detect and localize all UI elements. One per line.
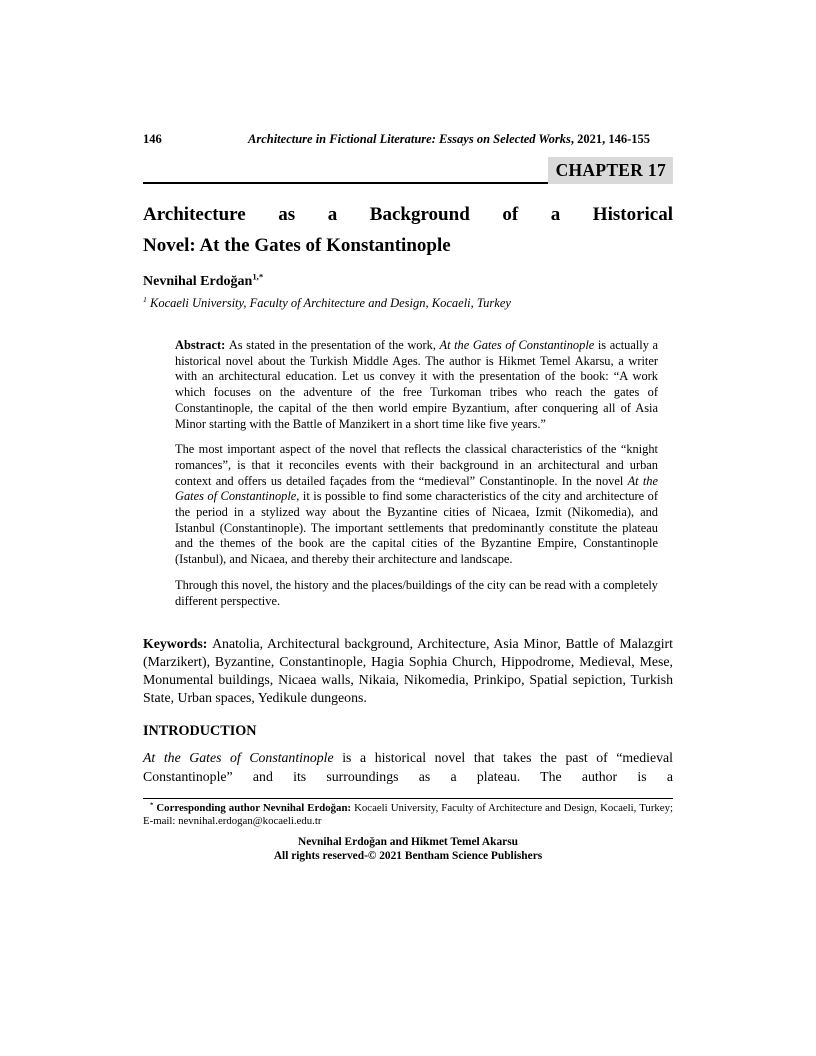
article-title-line-1: Architecture as a Background of a Historical [143,204,673,225]
page-header [143,132,673,147]
article-title-line-2: Novel: At the Gates of Konstantinople [143,235,451,256]
abstract-paragraph-1: Abstract: As stated in the presentation of the work, At the Gates of Constantinople is actually a historical novel about the Turkish Middle Ages. The author is Hikmet Temel Akarsu, a writer with an architectural education. Let us convey it with the presentation of the book: “A work which focuses on the adventure of the free Turkoman tribes who reach the gates of Constantinople, the capital of the then world empire Byzantium, after conquering all of Asia Minor starting with the Battle of Manzikert in a short time like five years.” [175,338,658,431]
affiliation: $^1$ Kocaeli University, Faculty of Architecture and Design, Kocaeli, Turkey [143,294,511,310]
footer-rights-statement: All rights reserved-© 2021 Bentham Science Publishers [273,850,543,863]
page-number: 146 [143,132,162,146]
abstract-paragraph-3: Through this novel, the history and the places/buildings of the city can be read with a completely different perspective. [175,577,658,608]
introduction-paragraph: At the Gates of Constantinople is a historical novel that takes the past of “medieval Constantinople” and its surroundings as a plateau. The author is a [143,750,673,784]
abstract [175,338,658,609]
author-name: Nevnihal Erdoğan$^{1,*}$ [143,271,264,289]
running-title: Architecture in Fictional Literature: Essays on Selected Works, 2021, 146-155 [248,132,650,146]
keywords: Keywords: Anatolia, Architectural background, Architecture, Asia Minor, Battle of Malazgirt (Marzikert), Byzantine, Constantinople, Hagia Sophia Church, Hippodrome, Medieval, Mese, Monumental buildings, Nicaea walls, Nikaia, Nikomedia, Prinkipo, Spatial sepiction, Turkish State, Urban spaces, Yedikule dungeons. [143,636,673,706]
page-footer [143,835,673,864]
footer-copyright-holders: Nevnihal Erdoğan and Hikmet Temel Akarsu [298,835,518,848]
article-title [143,199,673,261]
footnote-rule [143,798,673,799]
page-content [143,0,673,864]
footnote-corresponding-author: * Corresponding author Nevnihal Erdoğan: Kocaeli University, Faculty of Architecture and Design, Kocaeli, Turkey; E-mail: nevnihal.erdogan@kocaeli.edu.tr [143,801,673,828]
chapter-label: CHAPTER 17 [548,157,673,184]
abstract-paragraph-2: The most important aspect of the novel that reflects the classical characteristics of the “knight romances”, is that it reconciles events with their background in an architectural and urban context and offers us detailed façades from the “medieval” Constantinople. In the novel At the Gates of Constantinople, it is possible to find some characteristics of the city and architecture of the period in a stylized way about the Byzantine cities of Nicaea, Izmit (Nikomedia), and Istanbul (Constantinople). The important settlements that predominantly constitute the plateau and the themes of the book are the capital cities of the Byzantine Empire, Constantinople (Istanbul), and Nicaea, and thereby their architecture and landscape. [175,442,658,567]
chapter-row [143,157,673,186]
section-heading-introduction: INTRODUCTION [143,723,257,740]
